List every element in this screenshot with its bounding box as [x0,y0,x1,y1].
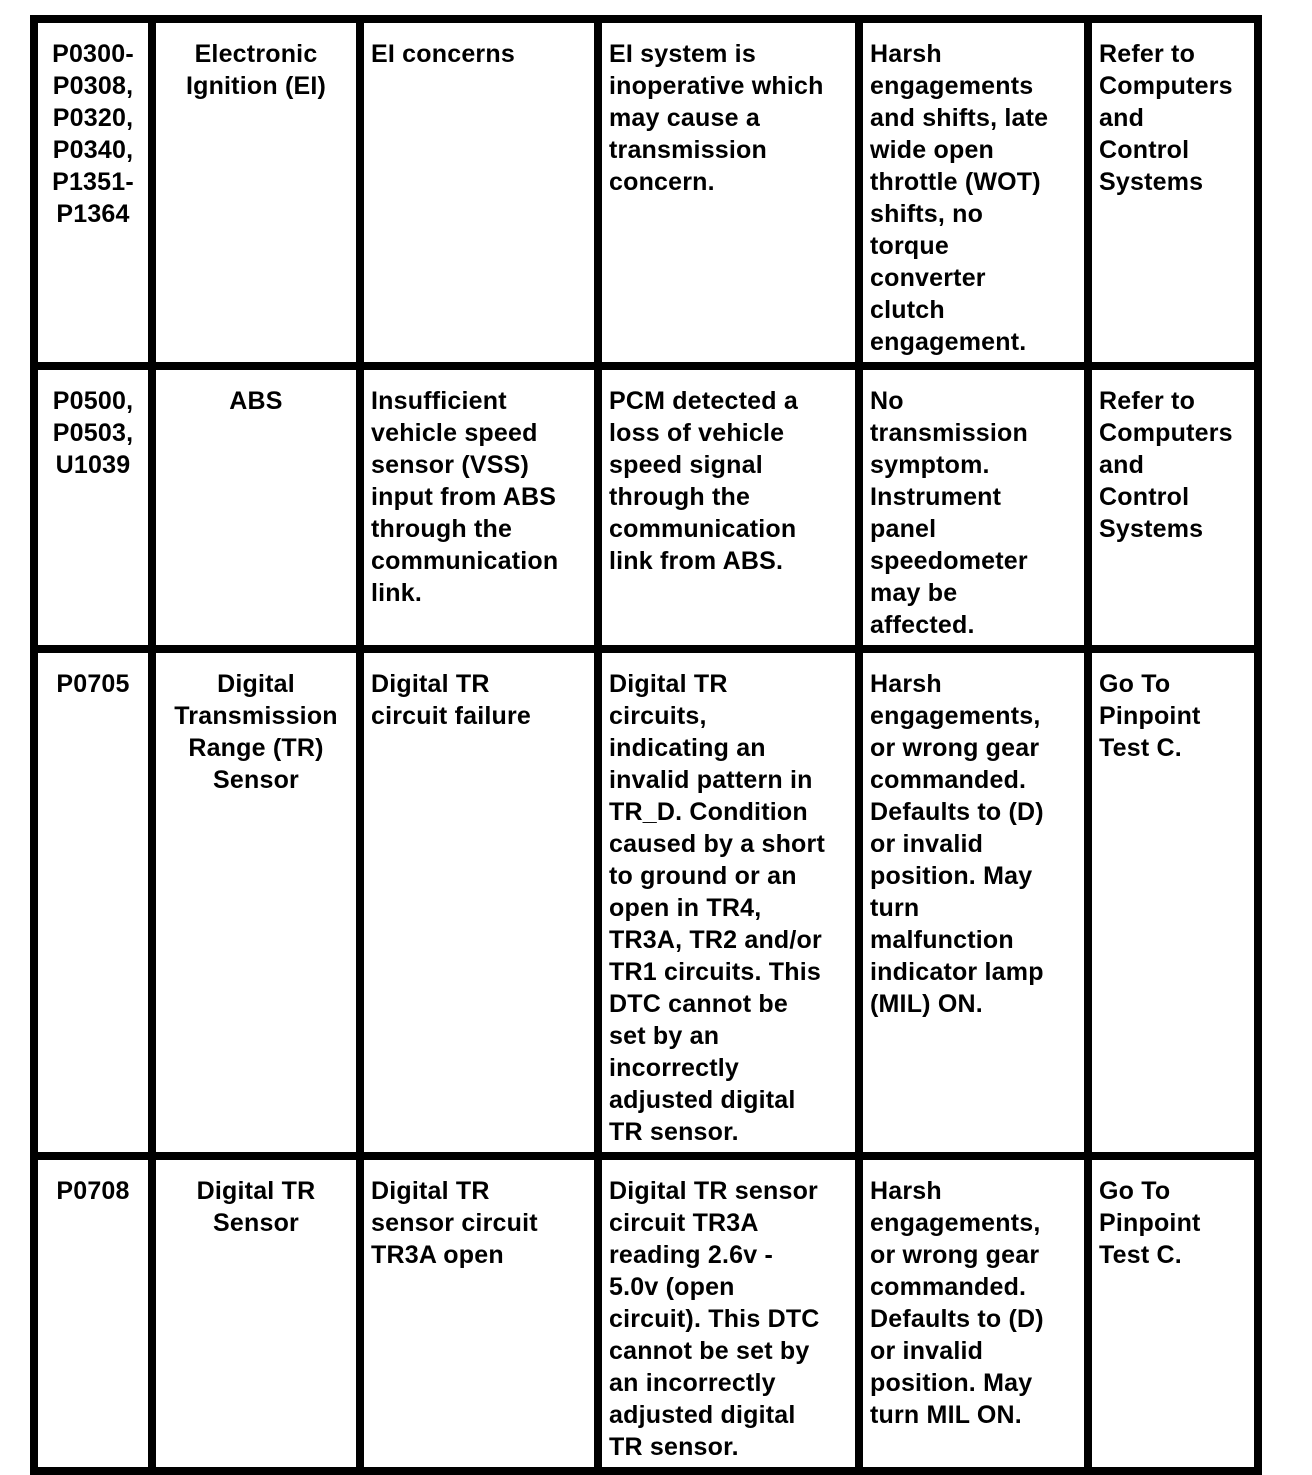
cell-text-line: Test C. [1099,734,1182,762]
cell-text-line: P1351- [52,168,134,196]
cell-text-line: P1364 [56,200,130,228]
cell-text-line: may cause a [609,104,760,132]
cell-text-line: adjusted digital [609,1401,796,1429]
cell-text-line: commanded. [870,766,1027,794]
description-cell [598,366,859,649]
cell-text-line: Defaults to (D) [870,1305,1044,1333]
cell-text-line: Digital TR [609,670,728,698]
cell-text-line: to ground or an [609,862,797,890]
cell-text-line: Harsh [870,40,942,68]
table-row [34,1156,1258,1471]
table-row [34,19,1258,366]
cell-text-line: input from ABS [371,483,557,511]
cell-text-line: engagement. [870,328,1027,356]
cell-text-line: Digital TR sensor [609,1177,818,1205]
cell-text-line: or invalid [870,830,984,858]
cell-text-line: Go To [1099,1177,1171,1205]
cell-text-line: P0705 [56,670,130,698]
cell-text-line: indicating an [609,734,766,762]
cell-text-line: Ignition (EI) [185,72,327,100]
cell-text-line: transmission [870,419,1029,447]
dtc-code-cell [34,1156,152,1471]
cell-text-line: position. May [870,1369,1033,1397]
cell-text-line: and shifts, late [870,104,1049,132]
cell-text-line: Digital TR [196,1177,316,1205]
cell-text-line: Defaults to (D) [870,798,1044,826]
cell-text-line: an incorrectly [609,1369,776,1397]
cell-text-line: concern. [609,168,715,196]
cell-text-line: turn MIL ON. [870,1401,1022,1429]
cell-text-line: clutch [870,296,945,324]
condition-cell [360,366,598,649]
cell-text-line: may be [870,579,958,607]
cell-text-line: position. May [870,862,1033,890]
symptom-cell [859,649,1088,1156]
cell-text-line: TR1 circuits. This [609,958,821,986]
cell-text-line: Digital TR [371,670,490,698]
cell-text-line: or invalid [870,1337,984,1365]
cell-text-line: Control [1099,136,1190,164]
cell-text-line: EI concerns [371,40,515,68]
action-cell [1088,649,1258,1156]
cell-text-line: commanded. [870,1273,1027,1301]
cell-text-line: Go To [1099,670,1171,698]
cell-text-line: P0320, [52,104,134,132]
dtc-code-cell [34,19,152,366]
cell-text-line: and [1099,451,1145,479]
table-row [34,366,1258,649]
cell-text-line: symptom. [870,451,990,479]
cell-text-line: P0340, [52,136,134,164]
symptom-cell [859,366,1088,649]
dtc-code-cell [34,366,152,649]
cell-text-line: reading 2.6v - [609,1241,773,1269]
cell-text-line: TR3A open [371,1241,504,1269]
cell-text-line: shifts, no [870,200,984,228]
cell-text-line: sensor (VSS) [371,451,530,479]
cell-text-line: TR sensor. [609,1433,739,1461]
cell-text-line: indicator lamp [870,958,1044,986]
cell-text-line: loss of vehicle [609,419,785,447]
cell-text-line: Electronic [194,40,318,68]
cell-text-line: adjusted digital [609,1086,796,1114]
cell-text-line: ABS [229,387,283,415]
symptom-cell [859,19,1088,366]
cell-text-line: TR_D. Condition [609,798,808,826]
cell-text-line: P0503, [52,419,134,447]
cell-text-line: circuits, [609,702,707,730]
cell-text-line: P0500, [52,387,134,415]
condition-cell [360,19,598,366]
symptom-cell [859,1156,1088,1471]
cell-text-line: Refer to [1099,40,1196,68]
cell-text-line: caused by a short [609,830,825,858]
cell-text-line: Computers [1099,419,1233,447]
cell-text-line: Systems [1099,515,1204,543]
cell-text-line: invalid pattern in [609,766,813,794]
cell-text-line: through the [609,483,751,511]
description-cell [598,1156,859,1471]
cell-text-line: TR sensor. [609,1118,739,1146]
cell-text-line: Refer to [1099,387,1196,415]
cell-text-line: Pinpoint [1099,1209,1201,1237]
cell-text-line: Digital [217,670,295,698]
cell-text-line: Insufficient [371,387,507,415]
cell-text-line: Pinpoint [1099,702,1201,730]
cell-text-line: engagements, [870,702,1041,730]
cell-text-line: Computers [1099,72,1233,100]
description-cell [598,649,859,1156]
cell-text-line: TR3A, TR2 and/or [609,926,822,954]
cell-text-line: P0708 [56,1177,130,1205]
cell-text-line: Range (TR) [188,734,324,762]
cell-text-line: cannot be set by [609,1337,810,1365]
cell-text-line: converter [870,264,986,292]
description-cell [598,19,859,366]
cell-text-line: vehicle speed [371,419,538,447]
cell-text-line: Transmission [174,702,338,730]
cell-text-line: communication [609,515,797,543]
system-cell [152,1156,360,1471]
dtc-table [30,15,1262,1475]
cell-text-line: circuit failure [371,702,531,730]
cell-text-line: communication [371,547,559,575]
cell-text-line: through the [371,515,513,543]
cell-text-line: throttle (WOT) [870,168,1041,196]
cell-text-line: Digital TR [371,1177,490,1205]
cell-text-line: P0308, [52,72,134,100]
cell-text-line: wide open [870,136,995,164]
cell-text-line: No [870,387,904,415]
cell-text-line: Test C. [1099,1241,1182,1269]
action-cell [1088,366,1258,649]
cell-text-line: U1039 [55,451,131,479]
cell-text-line: Harsh [870,1177,942,1205]
cell-text-line: torque [870,232,949,260]
cell-text-line: EI system is [609,40,756,68]
cell-text-line: Sensor [213,1209,299,1237]
cell-text-line: sensor circuit [371,1209,538,1237]
cell-text-line: Instrument [870,483,1002,511]
cell-text-line: link. [371,579,423,607]
cell-text-line: link from ABS. [609,547,784,575]
cell-text-line: panel [870,515,937,543]
cell-text-line: Control [1099,483,1190,511]
cell-text-line: open in TR4, [609,894,762,922]
action-cell [1088,19,1258,366]
cell-text-line: circuit TR3A [609,1209,759,1237]
cell-text-line: DTC cannot be [609,990,788,1018]
action-cell [1088,1156,1258,1471]
cell-text-line: P0300- [52,40,134,68]
cell-text-line: engagements [870,72,1034,100]
cell-text-line: 5.0v (open [609,1273,735,1301]
system-cell [152,649,360,1156]
table-row [34,649,1258,1156]
cell-text-line: set by an [609,1022,720,1050]
cell-text-line: Harsh [870,670,942,698]
cell-text-line: circuit). This DTC [609,1305,820,1333]
cell-text-line: or wrong gear [870,734,1040,762]
cell-text-line: affected. [870,611,975,639]
cell-text-line: and [1099,104,1145,132]
cell-text-line: incorrectly [609,1054,740,1082]
cell-text-line: speed signal [609,451,763,479]
cell-text-line: (MIL) ON. [870,990,983,1018]
cell-text-line: inoperative which [609,72,824,100]
cell-text-line: malfunction [870,926,1014,954]
system-cell [152,19,360,366]
cell-text-line: transmission [609,136,768,164]
cell-text-line: Sensor [213,766,299,794]
cell-text-line: speedometer [870,547,1028,575]
cell-text-line: PCM detected a [609,387,798,415]
cell-text-line: turn [870,894,920,922]
condition-cell [360,1156,598,1471]
system-cell [152,366,360,649]
cell-text-line: engagements, [870,1209,1041,1237]
cell-text-line: or wrong gear [870,1241,1040,1269]
cell-text-line: Systems [1099,168,1204,196]
condition-cell [360,649,598,1156]
dtc-code-cell [34,649,152,1156]
